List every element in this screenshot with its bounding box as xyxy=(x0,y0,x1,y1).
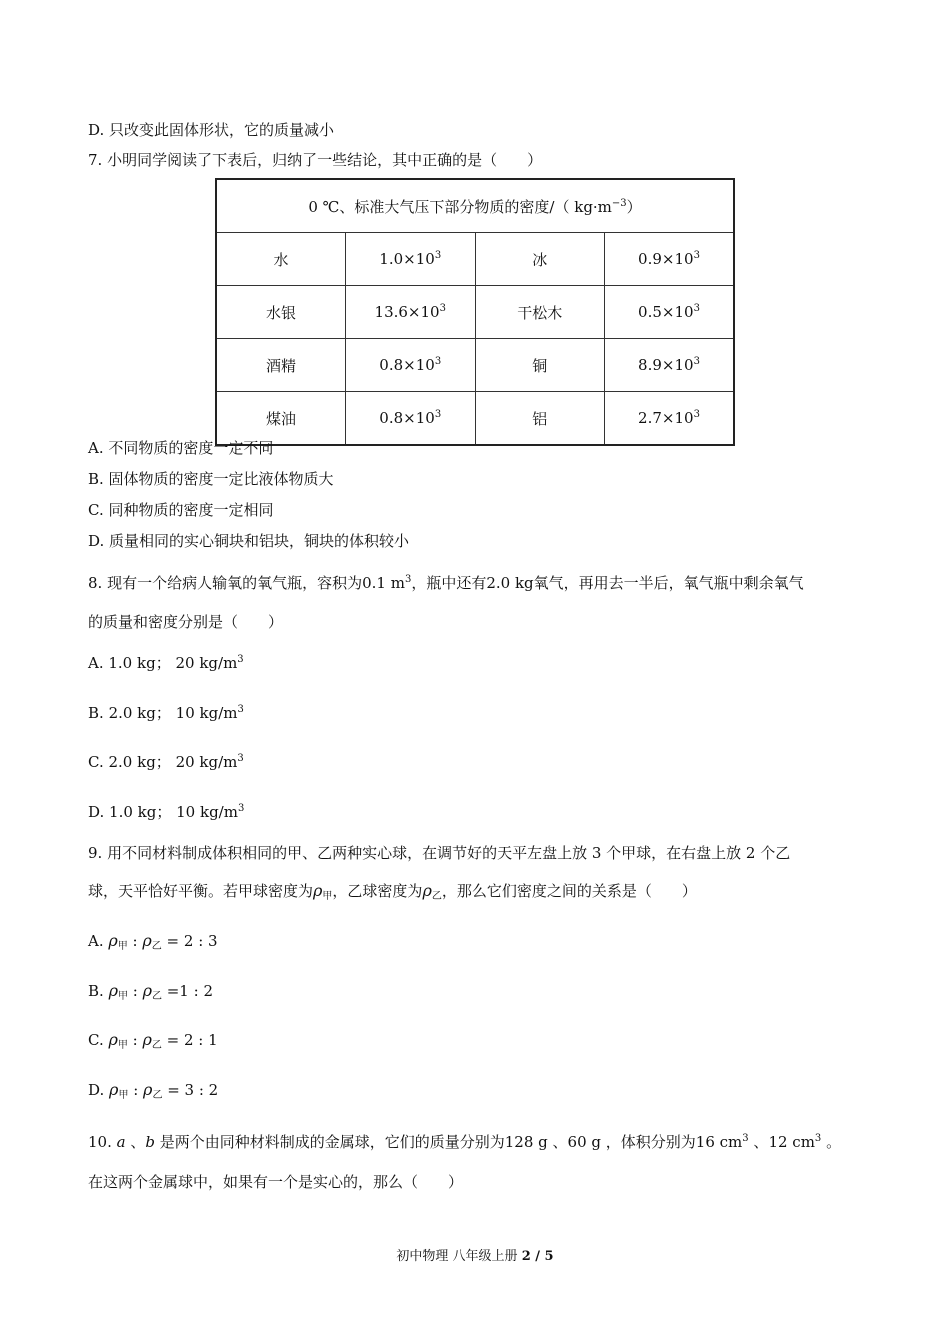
q9-option-d: D. $\rho_甲$ : $\rho_乙 = 3$ : 2 xyxy=(88,1080,219,1101)
q8-stem-line1: 8. 现有一个给病人输氧的氧气瓶，容积为0.1 $m^3$，瓶中还有2.0 kg氧气，再用去一半后，氧气瓶中剩余氧气 xyxy=(88,574,804,592)
footer-subject: 初中物理 八年级上册 xyxy=(396,1249,522,1264)
substance-cell: 铝 xyxy=(475,392,605,446)
density-cell: $2.7\times 10^3$ xyxy=(605,392,735,446)
q9-option-c: C. $\rho_甲$ : $\rho_乙 = 2$ : 1 xyxy=(88,1030,218,1051)
density-cell: $8.9\times 10^3$ xyxy=(605,339,735,392)
q8-option-c: C. 2.0 kg； 20 $kg/m^3$ xyxy=(88,753,244,771)
density-cell: $13.6\times 10^3$ xyxy=(346,286,476,339)
q7-option-b: B. 固体物质的密度一定比液体物质大 xyxy=(88,470,334,488)
density-table xyxy=(215,178,735,446)
q7-option-d: D. 质量相同的实心铜块和铝块，铜块的体积较小 xyxy=(88,532,410,550)
density-cell: $0.9\times 10^3$ xyxy=(605,233,735,286)
substance-cell: 水 xyxy=(216,233,346,286)
q7-option-a: A. 不同物质的密度一定不同 xyxy=(88,439,274,457)
q9-option-b: B. $\rho_甲$ : $\rho_乙 =1$ : 2 xyxy=(88,981,213,1002)
density-cell: $0.8\times 10^3$ xyxy=(346,339,476,392)
q10-stem-line2: 在这两个金属球中，如果有一个是实心的，那么（ ） xyxy=(88,1173,464,1191)
density-cell: $0.8\times 10^3$ xyxy=(346,392,476,446)
q7-stem: 7. 小明同学阅读了下表后，归纳了一些结论，其中正确的是（ ） xyxy=(88,151,543,169)
q8-stem-line2: 的质量和密度分别是（ ） xyxy=(88,613,284,631)
substance-cell: 酒精 xyxy=(216,339,346,392)
density-cell: $1.0\times 10^3$ xyxy=(346,233,476,286)
q9-option-a: A. $\rho_甲$ : $\rho_乙 = 2$ : 3 xyxy=(88,931,218,952)
table-row xyxy=(216,286,734,339)
q8-option-b: B. 2.0 kg； 10 $kg/m^3$ xyxy=(88,704,244,722)
page-number: 2 / 5 xyxy=(521,1249,554,1264)
q9-stem-line2: 球，天平恰好平衡。若甲球密度为$\rho_甲$，乙球密度为$\rho_乙$，那么它们密度之间的关系是（ ） xyxy=(88,881,697,902)
density-cell: $0.5\times 10^3$ xyxy=(605,286,735,339)
substance-cell: 冰 xyxy=(475,233,605,286)
substance-cell: 煤油 xyxy=(216,392,346,446)
q7-option-c: C. 同种物质的密度一定相同 xyxy=(88,501,274,519)
density-table-title: 0 ℃、标准大气压下部分物质的密度/（ $kg\cdot m^{-3}$） xyxy=(216,179,734,233)
substance-cell: 水银 xyxy=(216,286,346,339)
table-row xyxy=(216,339,734,392)
q10-stem-line1: 10. a 、b 是两个由同种材料制成的金属球，它们的质量分别为128 g 、60 g ，体积分别为16 $cm^3$ 、12 $cm^3$ 。 xyxy=(88,1133,842,1151)
table-row xyxy=(216,392,734,446)
substance-cell: 干松木 xyxy=(475,286,605,339)
substance-cell: 铜 xyxy=(475,339,605,392)
q8-option-d: D. 1.0 kg； 10 $kg/m^3$ xyxy=(88,803,245,821)
q8-option-a: A. 1.0 kg； 20 $kg/m^3$ xyxy=(88,654,244,672)
table-row xyxy=(216,233,734,286)
q6-option-d: D. 只改变此固体形状，它的质量减小 xyxy=(88,121,335,139)
q9-stem-line1: 9. 用不同材料制成体积相同的甲、乙两种实心球，在调节好的天平左盘上放 3 个甲球，在右盘上放 2 个乙 xyxy=(88,844,791,862)
page-footer xyxy=(0,1245,950,1264)
